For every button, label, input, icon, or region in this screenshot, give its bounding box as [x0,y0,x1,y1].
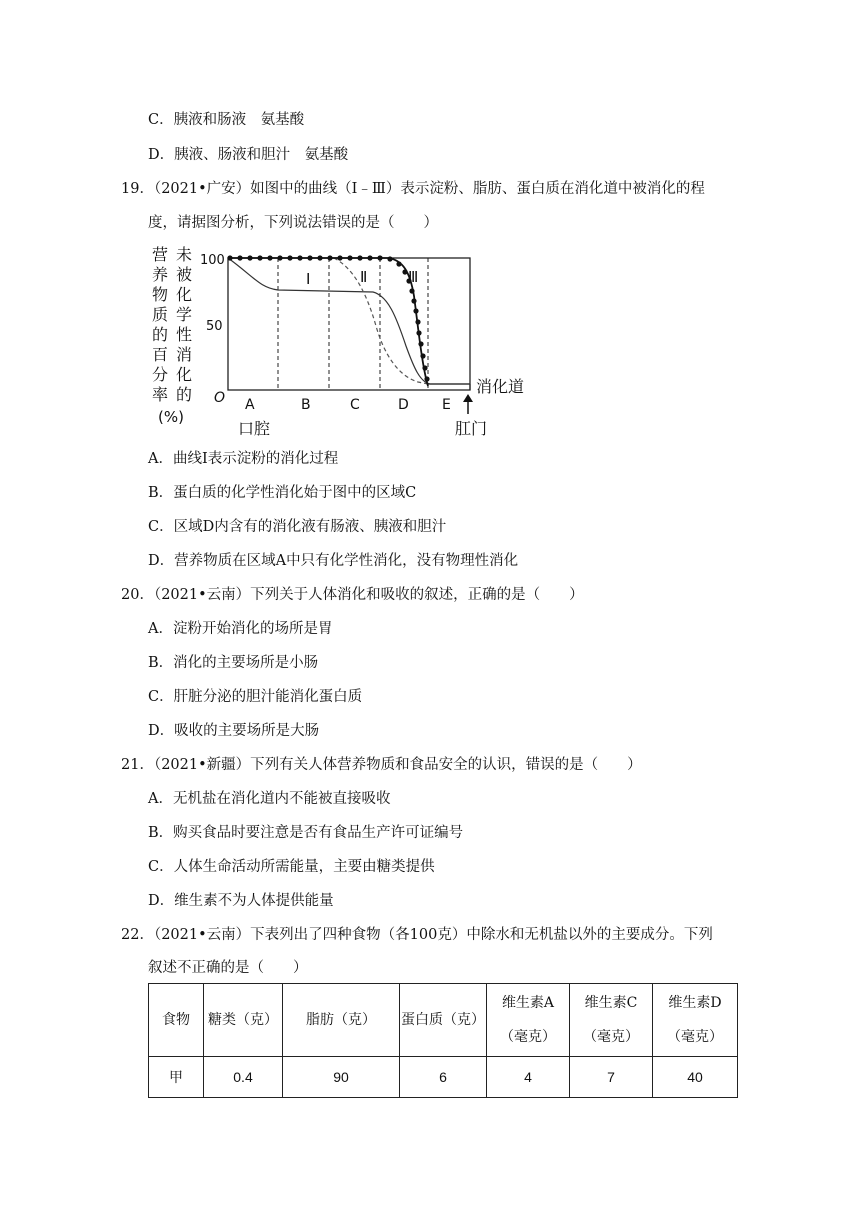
ylabel-outer-char: 营 [152,245,169,264]
table-cell: 40 [653,1057,738,1098]
header-fat: 脂肪（克） [283,984,400,1057]
ylabel-inner-char: 消 [176,345,193,364]
option-d-prev: D．胰液、肠液和胆汁 氨基酸 [148,147,349,163]
table-cell: 90 [283,1057,400,1098]
curve-iii [228,258,428,386]
q20-stem: 20．（2021•云南）下列关于人体消化和吸收的叙述，正确的是（ ） [121,587,584,603]
ylabel-inner-char: 性 [176,325,193,344]
curve-label-ii: Ⅱ [360,268,368,286]
ytick-100: 100 [200,253,225,268]
origin-label: O [214,390,226,406]
digestion-curve-diagram [148,236,538,448]
curve-i [228,258,470,384]
ylabel-outer-char: 百 [152,345,169,364]
ylabel-inner-char: 被 [176,265,193,284]
ylabel-outer-char: 养 [152,265,169,284]
header-protein: 蛋白质（克） [400,984,487,1057]
q20-option-b: B．消化的主要场所是小肠 [148,655,319,671]
q20-option-c: C．肝脏分泌的胆汁能消化蛋白质 [148,689,363,705]
ylabel-outer-char: 率 [152,385,169,404]
ylabel-inner [176,245,192,404]
q22-stem-line1: 22．（2021•云南）下表列出了四种食物（各100克）中除水和无机盐以外的主要成分。下列 [121,927,713,943]
ylabel-outer [152,245,168,404]
table-cell: 0.4 [204,1057,283,1098]
ylabel-inner-char: 化 [176,365,193,384]
q19-stem-line2: 度，请据图分析，下列说法错误的是（ ） [148,215,438,231]
plot-frame [228,258,470,390]
q21-stem: 21．（2021•新疆）下列有关人体营养物质和食品安全的认识，错误的是（ ） [121,757,642,773]
mouth-label: 口腔 [238,419,271,438]
ylabel-inner-char: 化 [176,285,193,304]
q21-option-b: B．购买食品时要注意是否有食品生产许可证编号 [148,825,464,841]
ylabel-inner-char: 未 [176,245,193,264]
header-vitamin-c: 维生素C （毫克） [570,984,653,1057]
ylabel-inner-char: 学 [176,305,193,324]
q20-option-d: D．吸收的主要场所是大肠 [148,723,320,739]
region-label-e: E [442,397,451,413]
region-label-b: B [301,397,311,413]
ylabel-outer-char: 的 [152,325,169,344]
curve-label-i: Ⅰ [306,270,311,288]
table-cell: 6 [400,1057,487,1098]
region-label-a: A [245,397,255,413]
ylabel-inner-char: 的 [176,385,193,404]
header-vitamin-d: 维生素D （毫克） [653,984,738,1057]
xaxis-label: 消化道 [476,377,525,396]
table-cell: 甲 [149,1057,204,1098]
q21-option-c: C．人体生命活动所需能量，主要由糖类提供 [148,859,435,875]
q20-option-a: A．淀粉开始消化的场所是胃 [148,621,333,637]
curve-label-iii: Ⅲ [408,268,419,286]
option-c-prev: C．胰液和肠液 氨基酸 [148,112,305,128]
ytick-50: 50 [206,319,223,334]
up-arrow-icon [463,394,473,414]
table-header-row [149,984,738,1057]
food-nutrient-table [148,983,738,1098]
q21-option-d: D．维生素不为人体提供能量 [148,893,334,909]
header-sugar: 糖类（克） [204,984,283,1057]
q19-option-c: C．区域D内含有的消化液有肠液、胰液和胆汁 [148,519,447,535]
anus-label: 肛门 [455,419,488,438]
q21-option-a: A．无机盐在消化道内不能被直接吸收 [148,791,391,807]
region-label-c: C [350,397,360,413]
q19-option-d: D．营养物质在区域A中只有化学性消化，没有物理性消化 [148,553,519,569]
region-dividers [278,258,428,390]
table-row [149,1057,738,1098]
header-vitamin-a: 维生素A （毫克） [487,984,570,1057]
region-label-d: D [398,397,409,413]
ylabel-outer-char: 分 [152,365,169,384]
table-cell: 7 [570,1057,653,1098]
q19-option-a: A．曲线Ⅰ表示淀粉的消化过程 [148,451,339,467]
ylabel-outer-char: 质 [152,305,169,324]
table-cell: 4 [487,1057,570,1098]
q19-stem-line1: 19．（2021•广安）如图中的曲线（Ⅰ﹣Ⅲ）表示淀粉、脂肪、蛋白质在消化道中被消化的程 [121,181,705,197]
header-food: 食物 [149,984,204,1057]
q22-stem-line2: 叙述不正确的是（ ） [148,960,308,976]
ylabel-outer-char: 物 [152,285,169,304]
q19-option-b: B．蛋白质的化学性消化始于图中的区域C [148,485,417,501]
ylabel-unit: (%) [158,408,184,426]
